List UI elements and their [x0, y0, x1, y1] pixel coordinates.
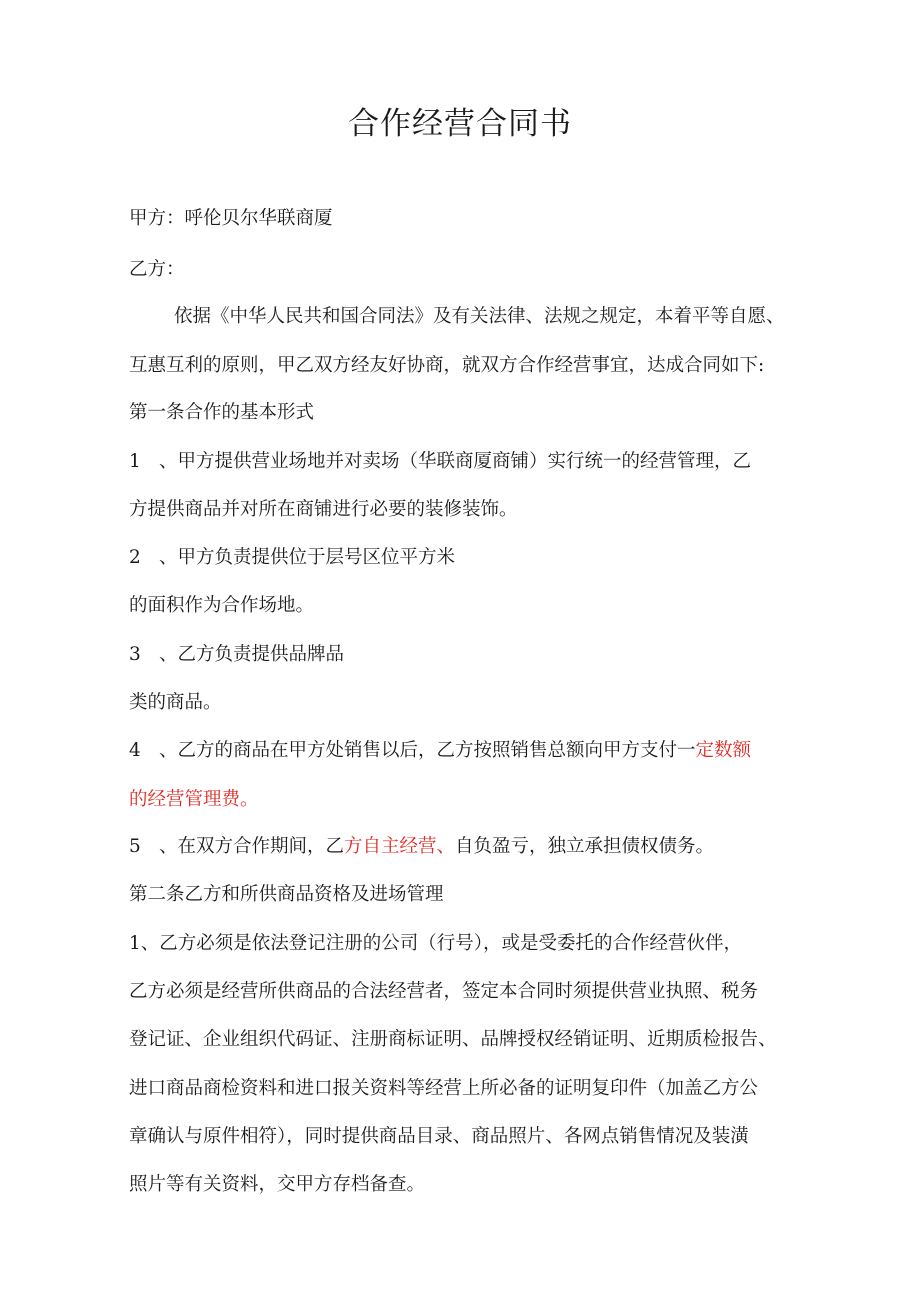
article-1-item-2-line-2: 的面积作为合作场地。	[129, 595, 315, 616]
article-2-item-1-line-6: 照片等有关资料，交甲方存档备查。	[129, 1174, 426, 1195]
article-1-heading: 第一条合作的基本形式	[129, 402, 315, 423]
item-number: 1	[129, 451, 141, 472]
article-1-item-1-line-2: 方提供商品并对所在商铺进行必要的装修装饰。	[129, 499, 518, 520]
article-1-item-1-line-1	[129, 449, 751, 475]
article-1-item-4-line-2: 的经营管理费。	[129, 789, 259, 810]
article-1-item-5-line-1	[129, 834, 714, 860]
item-number: 5	[129, 836, 141, 857]
article-1-item-3-line-1	[129, 642, 344, 668]
highlighted-text: 定数额	[695, 740, 752, 761]
article-1-item-4-line-1	[129, 738, 751, 764]
item-number: 3	[129, 644, 141, 665]
article-2-item-1-line-3: 登记证、企业组织代码证、注册商标证明、品牌授权经销证明、近期质检报告、	[129, 1029, 777, 1050]
item-text: 、乙方负责提供品牌品	[159, 644, 345, 665]
document-title: 合作经营合同书	[348, 106, 572, 142]
article-2-item-1-line-4: 进口商品商检资料和进口报关资料等经营上所必备的证明复印件（加盖乙方公	[129, 1078, 759, 1099]
article-2-item-1-line-2: 乙方必须是经营所供商品的合法经营者，签定本合同时须提供营业执照、税务	[129, 981, 759, 1002]
article-2-item-1-line-1: 1、乙方必须是依法登记注册的公司（行号），或是受委托的合作经营伙伴，	[129, 933, 743, 954]
party-a: 甲方：呼伦贝尔华联商厦	[129, 208, 333, 229]
intro-line-1: 依据《中华人民共和国合同法》及有关法律、法规之规定，本着平等自愿、	[174, 306, 785, 327]
intro-line-2: 互惠互利的原则，甲乙双方经友好协商，就双方合作经营事宜，达成合同如下:	[129, 355, 765, 376]
article-2-item-1-line-5: 章确认与原件相符），同时提供商品目录、商品照片、各网点销售情况及装潢	[129, 1126, 749, 1147]
item-number: 4	[129, 740, 141, 761]
item-text: 、甲方负责提供位于层号区位平方米	[159, 547, 456, 568]
item-text: 自负盈亏，独立承担债权债务。	[455, 836, 715, 857]
party-b: 乙方：	[129, 259, 185, 280]
item-text: 、乙方的商品在甲方处销售以后，乙方按照销售总额向甲方支付一	[159, 740, 696, 761]
article-1-item-3-line-2: 类的商品。	[129, 692, 222, 713]
item-number: 2	[129, 547, 141, 568]
item-text: 、甲方提供营业场地并对卖场（华联商厦商铺）实行统一的经营管理，乙	[159, 451, 752, 472]
item-text: 、在双方合作期间，乙	[159, 836, 345, 857]
article-1-item-2-line-1	[129, 545, 455, 571]
article-2-heading: 第二条乙方和所供商品资格及进场管理	[129, 884, 444, 905]
highlighted-text: 方自主经营、	[344, 836, 456, 857]
